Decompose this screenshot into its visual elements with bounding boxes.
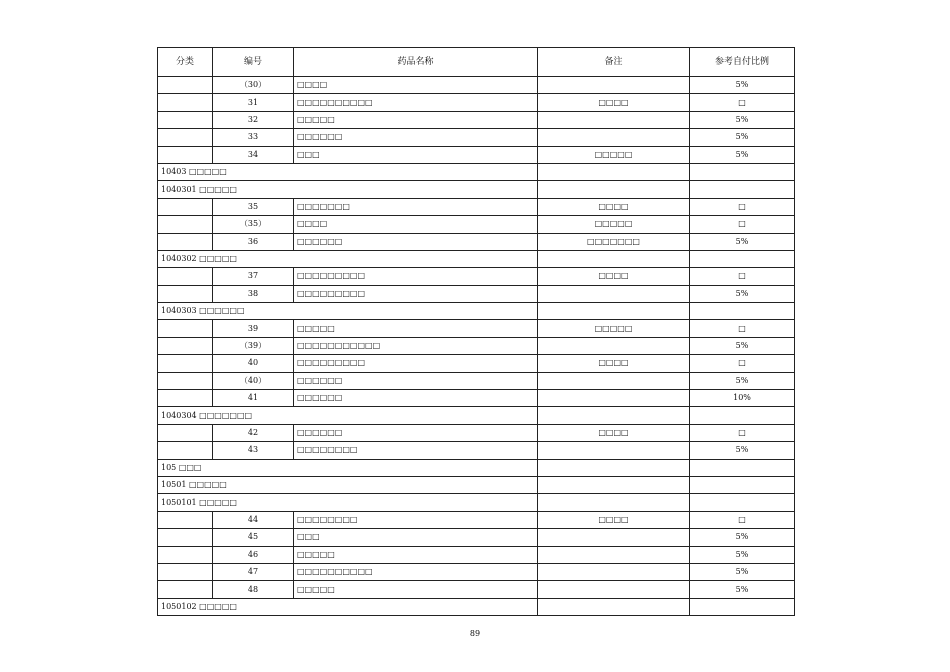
category-cell (158, 233, 213, 250)
category-row (158, 476, 795, 493)
drug-name-cell: □□□□□□□□□ (294, 268, 538, 285)
table-row (158, 390, 795, 407)
category-cell (158, 581, 213, 598)
remark-cell (538, 442, 690, 459)
table-header-row (158, 48, 795, 77)
remark-cell (538, 407, 690, 424)
ratio-cell: □ (690, 320, 795, 337)
category-cell (158, 337, 213, 354)
number-cell: （35） (213, 216, 294, 233)
ratio-cell: □ (690, 94, 795, 111)
drug-name-cell: □□□□□□□□ (294, 511, 538, 528)
number-cell: 39 (213, 320, 294, 337)
ratio-cell: 5% (690, 129, 795, 146)
table-row (158, 94, 795, 111)
drug-name-cell: □□□□□□□□□□ (294, 94, 538, 111)
category-row (158, 163, 795, 180)
table-row (158, 337, 795, 354)
table-row (158, 268, 795, 285)
ratio-cell: 5% (690, 581, 795, 598)
category-row (158, 494, 795, 511)
table-row (158, 529, 795, 546)
category-row (158, 459, 795, 476)
header-number: 编号 (213, 48, 294, 77)
table-row (158, 442, 795, 459)
remark-cell (538, 111, 690, 128)
table-row (158, 424, 795, 441)
number-cell: 40 (213, 355, 294, 372)
ratio-cell: 5% (690, 442, 795, 459)
header-category: 分类 (158, 48, 213, 77)
number-cell: 43 (213, 442, 294, 459)
category-cell (158, 198, 213, 215)
category-label: 1040301 □□□□□ (158, 181, 538, 198)
ratio-cell (690, 598, 795, 615)
ratio-cell: □ (690, 268, 795, 285)
category-cell (158, 216, 213, 233)
remark-cell: □□□□□ (538, 320, 690, 337)
drug-name-cell: □□□□ (294, 216, 538, 233)
drug-table (157, 47, 795, 616)
remark-cell (538, 163, 690, 180)
ratio-cell: 5% (690, 233, 795, 250)
drug-name-cell: □□□□□□□□□□□ (294, 337, 538, 354)
category-cell (158, 146, 213, 163)
remark-cell: □□□□ (538, 424, 690, 441)
category-row (158, 250, 795, 267)
category-row (158, 598, 795, 615)
category-cell (158, 442, 213, 459)
category-cell (158, 424, 213, 441)
remark-cell (538, 598, 690, 615)
drug-name-cell: □□□□□□ (294, 129, 538, 146)
drug-name-cell: □□□□□□□□□□ (294, 563, 538, 580)
ratio-cell: 5% (690, 563, 795, 580)
ratio-cell: 5% (690, 146, 795, 163)
ratio-cell (690, 476, 795, 493)
category-cell (158, 511, 213, 528)
number-cell: 47 (213, 563, 294, 580)
header-remark: 备注 (538, 48, 690, 77)
number-cell: 44 (213, 511, 294, 528)
drug-name-cell: □□□□□ (294, 546, 538, 563)
remark-cell: □□□□ (538, 94, 690, 111)
remark-cell (538, 529, 690, 546)
table-row (158, 216, 795, 233)
category-label: 10501 □□□□□ (158, 476, 538, 493)
table-row (158, 111, 795, 128)
remark-cell: □□□□ (538, 355, 690, 372)
table-row (158, 546, 795, 563)
remark-cell: □□□□□□□ (538, 233, 690, 250)
table-row (158, 233, 795, 250)
ratio-cell: 5% (690, 111, 795, 128)
number-cell: 48 (213, 581, 294, 598)
ratio-cell (690, 494, 795, 511)
category-cell (158, 355, 213, 372)
category-row (158, 303, 795, 320)
category-label: 1050102 □□□□□ (158, 598, 538, 615)
category-cell (158, 390, 213, 407)
category-cell (158, 372, 213, 389)
category-cell (158, 77, 213, 94)
remark-cell: □□□□ (538, 198, 690, 215)
remark-cell (538, 494, 690, 511)
number-cell: 37 (213, 268, 294, 285)
remark-cell (538, 303, 690, 320)
ratio-cell (690, 303, 795, 320)
remark-cell: □□□□ (538, 268, 690, 285)
drug-name-cell: □□□□□□□□ (294, 442, 538, 459)
category-cell (158, 268, 213, 285)
table-row (158, 285, 795, 302)
number-cell: （30） (213, 77, 294, 94)
table-row (158, 129, 795, 146)
remark-cell: □□□□□ (538, 146, 690, 163)
ratio-cell: □ (690, 355, 795, 372)
number-cell: 36 (213, 233, 294, 250)
remark-cell (538, 77, 690, 94)
category-row (158, 407, 795, 424)
table-body (158, 77, 795, 616)
ratio-cell: □ (690, 424, 795, 441)
category-cell (158, 320, 213, 337)
table-row (158, 581, 795, 598)
ratio-cell: □ (690, 511, 795, 528)
table-row (158, 320, 795, 337)
remark-cell (538, 581, 690, 598)
category-label: 1040303 □□□□□□ (158, 303, 538, 320)
category-row (158, 181, 795, 198)
drug-name-cell: □□□□□□ (294, 372, 538, 389)
table-row (158, 198, 795, 215)
remark-cell (538, 546, 690, 563)
remark-cell (538, 337, 690, 354)
number-cell: 33 (213, 129, 294, 146)
number-cell: 42 (213, 424, 294, 441)
ratio-cell: □ (690, 198, 795, 215)
table-row (158, 563, 795, 580)
drug-name-cell: □□□□□□ (294, 390, 538, 407)
remark-cell (538, 129, 690, 146)
remark-cell: □□□□ (538, 511, 690, 528)
ratio-cell: 5% (690, 529, 795, 546)
table-row (158, 146, 795, 163)
drug-name-cell: □□□ (294, 146, 538, 163)
category-cell (158, 546, 213, 563)
table-row (158, 355, 795, 372)
remark-cell (538, 563, 690, 580)
drug-name-cell: □□□□ (294, 77, 538, 94)
ratio-cell (690, 163, 795, 180)
category-cell (158, 94, 213, 111)
ratio-cell: 5% (690, 546, 795, 563)
header-ratio: 参考自付比例 (690, 48, 795, 77)
header-drug-name: 药品名称 (294, 48, 538, 77)
ratio-cell (690, 407, 795, 424)
ratio-cell: □ (690, 216, 795, 233)
remark-cell (538, 181, 690, 198)
ratio-cell: 5% (690, 77, 795, 94)
remark-cell (538, 285, 690, 302)
category-label: 105 □□□ (158, 459, 538, 476)
ratio-cell (690, 459, 795, 476)
table-row (158, 511, 795, 528)
drug-name-cell: □□□ (294, 529, 538, 546)
remark-cell (538, 390, 690, 407)
ratio-cell: 10% (690, 390, 795, 407)
category-label: 1040302 □□□□□ (158, 250, 538, 267)
number-cell: （39） (213, 337, 294, 354)
category-cell (158, 111, 213, 128)
drug-name-cell: □□□□□□□ (294, 198, 538, 215)
remark-cell (538, 459, 690, 476)
number-cell: 34 (213, 146, 294, 163)
category-cell (158, 563, 213, 580)
number-cell: 41 (213, 390, 294, 407)
category-label: 10403 □□□□□ (158, 163, 538, 180)
drug-name-cell: □□□□□ (294, 320, 538, 337)
category-cell (158, 529, 213, 546)
ratio-cell: 5% (690, 372, 795, 389)
number-cell: 46 (213, 546, 294, 563)
category-cell (158, 129, 213, 146)
drug-name-cell: □□□□□□□□□ (294, 285, 538, 302)
category-label: 1040304 □□□□□□□ (158, 407, 538, 424)
number-cell: （40） (213, 372, 294, 389)
drug-name-cell: □□□□□ (294, 111, 538, 128)
drug-name-cell: □□□□□□□□□ (294, 355, 538, 372)
remark-cell (538, 476, 690, 493)
table-row (158, 372, 795, 389)
ratio-cell (690, 181, 795, 198)
drug-name-cell: □□□□□□ (294, 424, 538, 441)
remark-cell: □□□□□ (538, 216, 690, 233)
ratio-cell: 5% (690, 285, 795, 302)
remark-cell (538, 250, 690, 267)
drug-name-cell: □□□□□□ (294, 233, 538, 250)
category-cell (158, 285, 213, 302)
number-cell: 38 (213, 285, 294, 302)
drug-name-cell: □□□□□ (294, 581, 538, 598)
remark-cell (538, 372, 690, 389)
number-cell: 31 (213, 94, 294, 111)
category-label: 1050101 □□□□□ (158, 494, 538, 511)
ratio-cell (690, 250, 795, 267)
number-cell: 45 (213, 529, 294, 546)
number-cell: 32 (213, 111, 294, 128)
ratio-cell: 5% (690, 337, 795, 354)
number-cell: 35 (213, 198, 294, 215)
page-number: 89 (469, 629, 481, 638)
table-row (158, 77, 795, 94)
